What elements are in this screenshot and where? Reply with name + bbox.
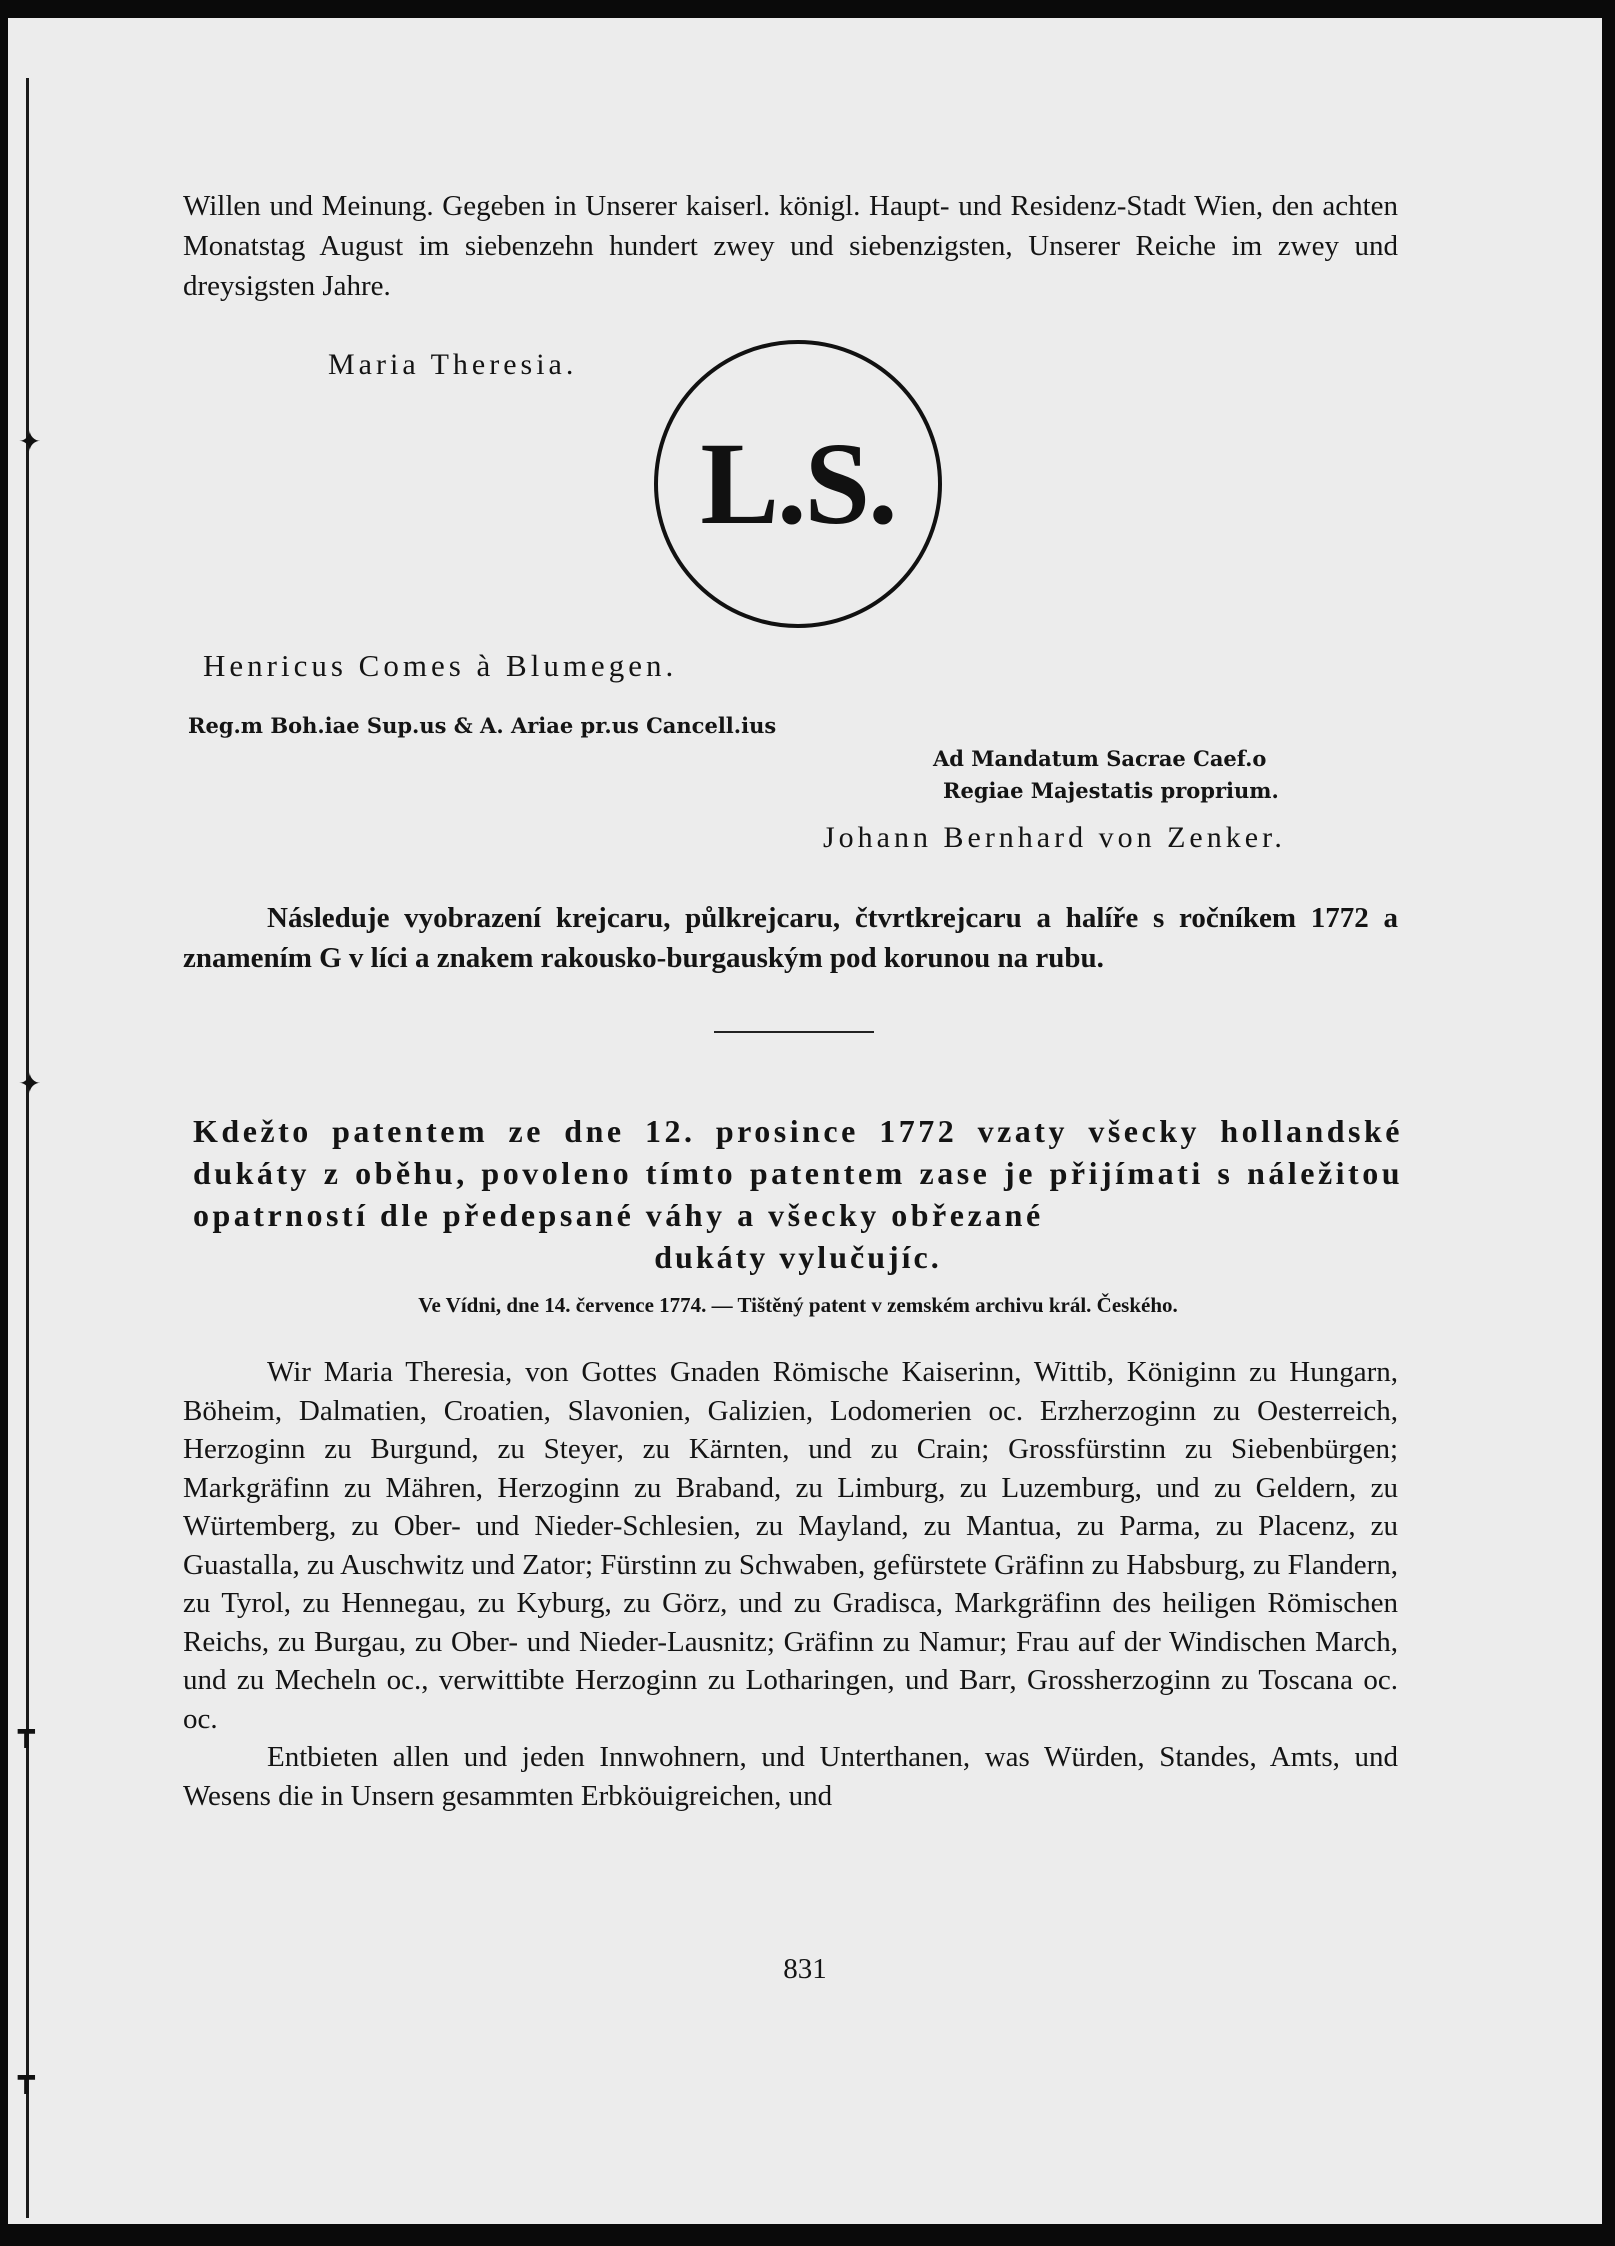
margin-tick-mark: ┳ <box>18 1715 35 1748</box>
mandate-line-2: Regiae Majestatis proprium. <box>943 778 1279 803</box>
czech-note-block <box>183 898 1398 978</box>
margin-tick-mark: ┳ <box>18 2061 35 2094</box>
czech-note: Následuje vyobrazení krejcaru, půlkrejcaru, čtvrtkrejcaru a halíře s ročníkem 1772 a znamením G v líci a znakem rakousko-burgauským pod korunou na rubu. <box>183 902 1398 974</box>
seal-ls <box>654 340 942 628</box>
document-page <box>8 18 1602 2224</box>
intro-paragraph-block <box>183 186 1398 306</box>
section-heading <box>193 1110 1403 1278</box>
margin-arrow-mark: ✦ <box>18 425 42 458</box>
intro-paragraph: Willen und Meinung. Gegeben in Unserer kaiserl. königl. Haupt- und Residenz-Stadt Wien, den achten Monatstag August im siebenzehn hundert zwey und siebenzigsten, Unserer Reiche im zwey und dreysigsten Jahre. <box>183 190 1398 302</box>
signature-blumegen-title: Reg.m Boh.iae Sup.us & A. Ariae pr.us Cancell.ius <box>188 713 777 738</box>
source-citation: Ve Vídni, dne 14. července 1774. — Tištěný patent v zemském archivu král. Českého. <box>418 1293 1178 1317</box>
signature-blumegen: Henricus Comes à Blumegen. <box>203 648 678 683</box>
signature-zenker: Johann Bernhard von Zenker. <box>823 821 1286 854</box>
page-number: 831 <box>783 1953 827 1985</box>
seal-text: L.S. <box>700 418 896 549</box>
section-divider <box>714 1031 874 1033</box>
signature-maria-theresia: Maria Theresia. <box>328 348 578 381</box>
margin-arrow-mark: ✦ <box>18 1067 42 1100</box>
body-paragraph-2: Entbieten allen und jeden Innwohnern, und Unterthanen, was Würden, Standes, Amts, und Wesens die in Unsern gesammten Erbköuigreichen, und <box>183 1741 1398 1812</box>
binding-margin-line <box>26 78 29 2218</box>
body-block <box>183 1353 1398 1815</box>
section-heading-last-line: dukáty vylučujíc. <box>654 1239 942 1275</box>
mandate-line-1: Ad Mandatum Sacrae Caef.o <box>933 746 1267 771</box>
section-heading-text: Kdežto patentem ze dne 12. prosince 1772 vzaty všecky hollandské dukáty z oběhu, povoleno tímto patentem zase je přijímati s náležitou opatrností dle předepsané váhy a všecky obřezané <box>193 1113 1403 1233</box>
body-paragraph-1: Wir Maria Theresia, von Gottes Gnaden Römische Kaiserinn, Wittib, Königinn zu Hungarn, Böheim, Dalmatien, Croatien, Slavonien, Galizien, Lodomerien oc. Erzherzoginn zu Oesterreich, Herzoginn zu Burgund, zu Steyer, zu Kärnten, und zu Crain; Grossfürstinn zu Siebenbürgen; Markgräfinn zu Mähren, Herzoginn zu Braband, zu Limburg, zu Luzemburg, und zu Geldern, zu Würtemberg, zu Ober- und Nieder-Schlesien, zu Mayland, zu Mantua, zu Parma, zu Placenz, zu Guastalla, zu Auschwitz und Zator; Fürstinn zu Schwaben, gefürstete Gräfinn zu Habsburg, zu Flandern, zu Tyrol, zu Hennegau, zu Kyburg, zu Görz, und zu Gradisca, Markgräfinn des heiligen Römischen Reichs, zu Burgau, zu Ober- und Nieder-Lausnitz; Gräfinn zu Namur; Frau auf der Windischen March, und zu Mecheln oc., verwittibte Herzoginn zu Lotharingen, und Barr, Grossherzoginn zu Toscana oc. oc. <box>183 1356 1398 1735</box>
